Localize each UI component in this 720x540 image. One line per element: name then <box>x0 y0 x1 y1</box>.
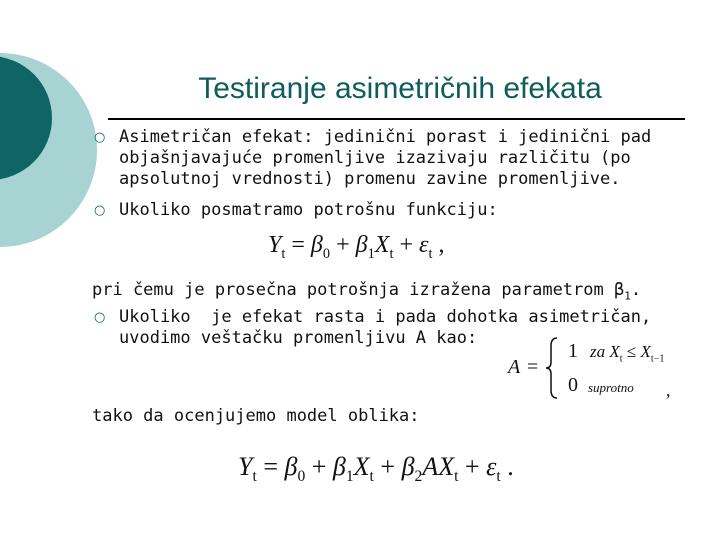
eq1-comma: , <box>432 232 445 258</box>
eq3-t: t <box>454 468 459 486</box>
eq2-t: t <box>619 353 623 365</box>
eq3-plus: + <box>458 452 487 481</box>
para1-subscript: 1 <box>624 289 631 303</box>
eq1-plus: + <box>393 232 419 258</box>
bullet-3-line-1: Ukoliko je efekat rasta i pada dohotka asimetričan, <box>119 307 652 327</box>
eq1-beta1: β <box>355 232 368 258</box>
eq1-t: t <box>281 245 286 262</box>
eq2-left-brace <box>545 336 559 400</box>
eq2-za: za <box>590 342 606 361</box>
eq1-Y: Y <box>268 232 282 258</box>
eq3-t: t <box>496 468 501 486</box>
bullet-3-line-2: uvodimo veštačku promenljivu A kao: <box>119 328 478 348</box>
eq2-A: A <box>508 356 521 378</box>
eq3-AX: AX <box>422 452 455 481</box>
eq2-le: ≤ <box>626 342 637 361</box>
eq1-t: t <box>389 245 394 262</box>
title-underline <box>108 118 685 120</box>
eq2-suprotno: suprotno <box>588 380 634 395</box>
bullet-1-line-3: apsolutnoj vrednosti) promenu zavine promenljive. <box>119 169 621 189</box>
bullet-circle-icon: ○ <box>94 130 106 145</box>
eq1-epsilon: ε <box>418 232 429 258</box>
eq3-t: t <box>252 468 257 486</box>
eq1-X: X <box>374 232 390 258</box>
eq2-X: X <box>609 342 620 361</box>
bullet-circle-icon: ○ <box>94 310 106 325</box>
bullet-1-line-1: Asimetričan efekat: jedinični porast i jedinični pad <box>119 127 652 147</box>
equation-consumption-function: $Y_t = \beta_0 + \beta_1X_t + \varepsilon_t$ , <box>268 232 445 262</box>
eq3-sub0: 0 <box>297 468 306 486</box>
eq3-Y: Y <box>238 452 253 481</box>
eq3-plus: + <box>305 452 333 481</box>
eq2-equals: = <box>527 356 539 378</box>
eq2-comma: , <box>666 380 671 400</box>
decorative-circles <box>0 0 130 300</box>
eq3-beta2: β <box>401 452 415 481</box>
para1-text: pri čemu je prosečna potrošnja izražena parametrom β <box>92 280 625 300</box>
eq3-epsilon: ε <box>486 452 497 481</box>
eq1-sub0: 0 <box>322 245 331 262</box>
eq1-beta0: β <box>310 232 323 258</box>
eq1-sub1: 1 <box>367 245 375 262</box>
eq2-X: X <box>640 342 651 361</box>
bullet-2-line-1: Ukoliko posmatramo potrošnu funkciju: <box>119 200 498 220</box>
eq3-X: X <box>353 452 370 481</box>
paragraph-average-consumption <box>92 280 641 306</box>
eq3-period: . <box>500 452 514 481</box>
eq3-plus: + <box>373 452 402 481</box>
para1-end: . <box>630 280 642 300</box>
eq2-zero: 0 <box>568 374 578 396</box>
eq1-t: t <box>428 245 433 262</box>
eq2-tm1: t−1 <box>650 353 665 365</box>
eq3-beta1: β <box>332 452 346 481</box>
eq2-condition <box>590 342 665 364</box>
equation-asymmetric-model <box>238 452 514 486</box>
slide-title: Testiranje asimetričnih efekata <box>198 72 602 105</box>
eq3-t: t <box>369 468 374 486</box>
bullet-1-line-2: objašnjavajuće promenljive izazivaju različitu (po <box>119 148 631 168</box>
eq3-beta0: β <box>284 452 298 481</box>
eq3-sub1: 1 <box>345 468 354 486</box>
bullet-circle-icon: ○ <box>94 203 106 218</box>
eq1-plus: + <box>330 232 356 258</box>
paragraph-model-form: tako da ocenjujemo model oblika: <box>92 406 420 426</box>
eq3-sub2: 2 <box>414 468 423 486</box>
eq3-equals: = <box>256 452 285 481</box>
eq2-one: 1 <box>568 340 578 362</box>
